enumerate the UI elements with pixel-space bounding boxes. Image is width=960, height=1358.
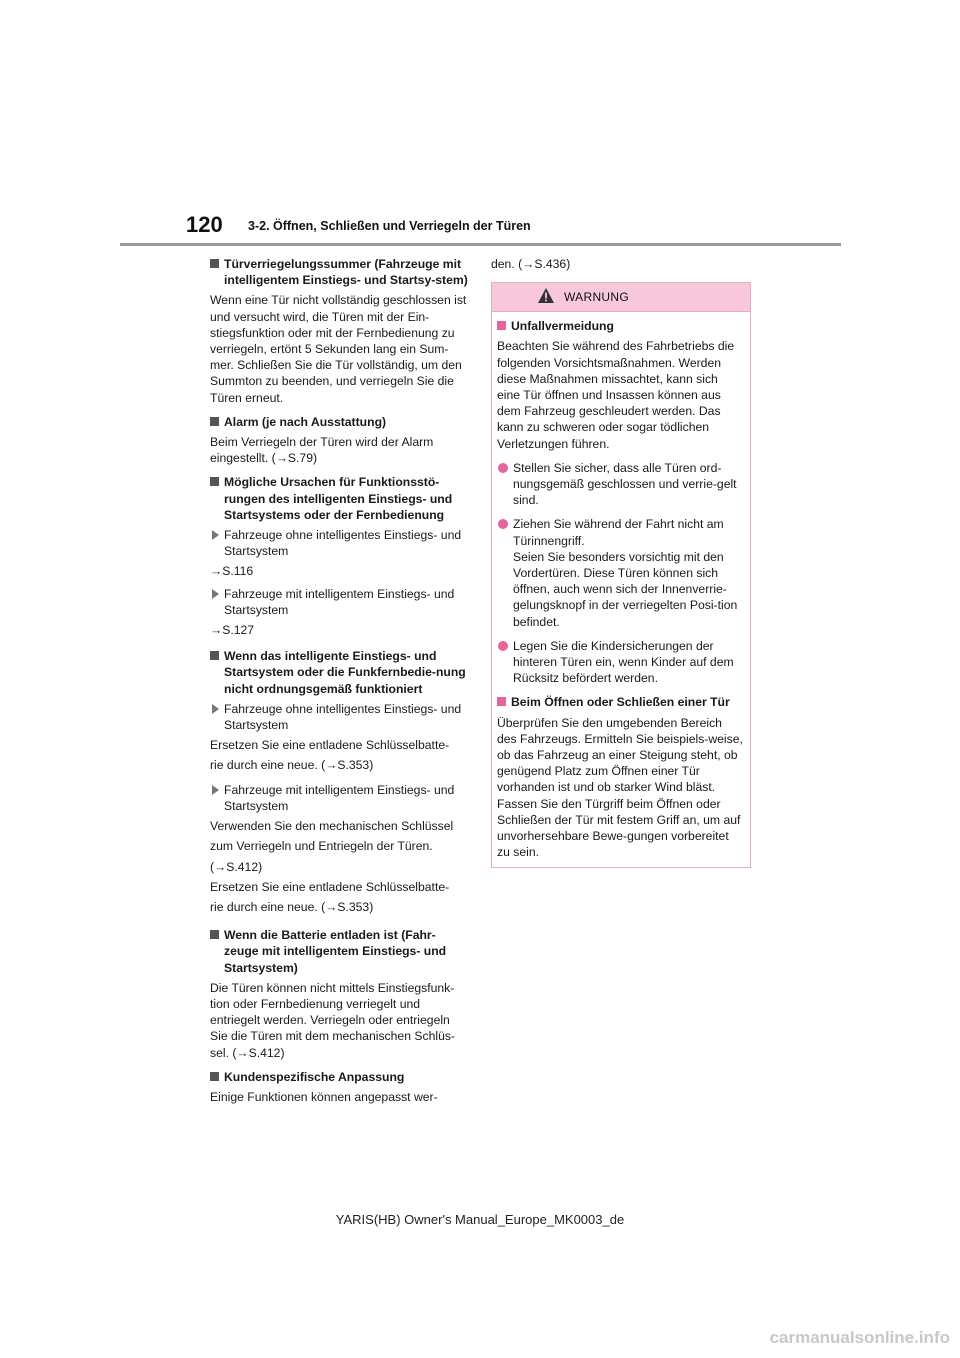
section-title: Kundenspezifische Anpassung: [224, 1069, 405, 1084]
round-bullet-icon: [498, 641, 508, 651]
section-heading: [210, 1069, 470, 1085]
chapter-title: 3-2. Öffnen, Schließen und Verriegeln der Türen: [248, 219, 531, 233]
paragraph: Überprüfen Sie den umgebenden Bereich des Fahrzeugs. Ermitteln Sie beispiels-weise, ob das Fahrzeug an einer Steigung steht, ob genügend Platz zum Öffnen einer Tür vorhanden ist und ob starker Wind bläst. Fassen Sie den Türgriff beim Öffnen oder Schließen der Tür mit festem Griff an, um auf unvorhersehbare Bewe-gungen vorbereitet zu sein.: [497, 715, 743, 860]
sub-item-text: Fahrzeuge ohne intelligentes Einstiegs- und Startsystem: [224, 528, 462, 559]
square-bullet-icon: [210, 651, 219, 660]
sub-item-text: Fahrzeuge mit intelligentem Einstiegs- und Startsystem: [224, 586, 455, 617]
page-reference: →S.127: [210, 623, 255, 638]
text-line: rie durch eine neue. (→S.353): [210, 899, 374, 914]
warning-box: [491, 282, 751, 867]
square-bullet-icon: [210, 1072, 219, 1081]
sub-item: [210, 586, 470, 618]
section-heading: [210, 648, 470, 697]
triangle-bullet-icon: [212, 589, 219, 599]
square-bullet-icon: [497, 321, 506, 330]
warning-body: [492, 312, 750, 866]
sub-item: [210, 782, 470, 814]
header-rule: [120, 243, 841, 246]
footer: YARIS(HB) Owner's Manual_Europe_MK0003_de: [335, 1212, 625, 1227]
square-bullet-icon: [210, 930, 219, 939]
triangle-bullet-icon: [212, 785, 219, 795]
left-column: [210, 256, 470, 1113]
section-title: Alarm (je nach Ausstattung): [224, 414, 387, 429]
page-number: 120: [186, 212, 223, 237]
section-title: Wenn die Batterie entladen ist (Fahr-zeuge mit intelligentem Einstiegs- und Startsystem): [224, 928, 447, 975]
paragraph: Beachten Sie während des Fahrbetriebs die folgenden Vorsichtsmaßnahmen. Werden diese Maßnahmen missachtet, kann sich eine Tür öffnen und Insassen können aus dem Fahrzeug geschleudert werden. Das kann zu schweren oder sogar tödlichen Verletzungen führen.: [497, 339, 735, 451]
text-line: Verwenden Sie den mechanischen Schlüssel: [210, 819, 454, 834]
bullet-text: Seien Sie besonders vorsichtig mit den Vordertüren. Diese Türen können sich öffnen, auch wenn sich der Innenverrie-gelungsknopf in der verriegelten Posi-tion befindet.: [513, 549, 738, 629]
sub-item-text: Fahrzeuge ohne intelligentes Einstiegs- und Startsystem: [224, 701, 462, 733]
section-title: Unfallvermeidung: [511, 319, 614, 334]
text-line: rie durch eine neue. (→S.353): [210, 758, 374, 773]
round-bullet-icon: [498, 519, 508, 529]
page-reference: →S.116: [210, 564, 254, 579]
section-heading: [210, 414, 470, 430]
bullet-text: Legen Sie die Kindersicherungen der hinteren Türen ein, wenn Kinder auf dem Rücksitz befördert werden.: [513, 638, 734, 686]
square-bullet-icon: [210, 417, 219, 426]
warning-label: WARNUNG: [564, 290, 629, 305]
sub-item: [210, 701, 470, 733]
warning-triangle-icon: [537, 287, 555, 304]
square-bullet-icon: [210, 477, 219, 486]
bullet-text: Stellen Sie sicher, dass alle Türen ord-nungsgemäß geschlossen und verrie-gelt sind.: [513, 460, 737, 508]
warning-section-heading: [497, 694, 744, 710]
sub-item-text: Fahrzeuge mit intelligentem Einstiegs- und Startsystem: [224, 782, 455, 813]
square-bullet-icon: [497, 697, 506, 706]
paragraph: Die Türen können nicht mittels Einstiegsfunk-tion oder Fernbedienung verriegelt und entriegelt werden. Verriegeln oder entriegeln Sie die Türen mit dem mechanischen Schlüs-sel. (→S.412): [210, 980, 455, 1060]
bullet-item: [497, 516, 744, 629]
paragraph: Wenn eine Tür nicht vollständig geschlossen ist und versucht wird, die Türen mit der Ein-stiegsfunktion oder mit der Fernbedienung zu verriegeln, ertönt 5 Sekunden lang ein Sum-mer. Schließen Sie die Tür vollständig, um den Summton zu beenden, und verriegeln Sie die Türen erneut.: [210, 293, 467, 405]
warning-header: [492, 283, 750, 312]
triangle-bullet-icon: [212, 704, 219, 714]
bullet-item: [497, 460, 744, 509]
section-heading: [210, 256, 470, 288]
section-heading: [210, 927, 470, 976]
paragraph: Beim Verriegeln der Türen wird der Alarm eingestellt. (→S.79): [210, 435, 434, 466]
triangle-bullet-icon: [212, 530, 219, 540]
section-title: Türverriegelungssummer (Fahrzeuge mit intelligentem Einstiegs- und Startsy-stem): [224, 257, 468, 288]
warning-section-heading: [497, 318, 744, 334]
section-heading: [210, 474, 470, 523]
bullet-item: [497, 638, 744, 687]
text-line: Ersetzen Sie eine entladene Schlüsselbatte-: [210, 738, 450, 753]
square-bullet-icon: [210, 259, 219, 268]
text-line: Ersetzen Sie eine entladene Schlüsselbatte-: [210, 879, 450, 894]
section-title: Beim Öffnen oder Schließen einer Tür: [511, 695, 730, 710]
bullet-text: Ziehen Sie während der Fahrt nicht am Türinnengriff.: [513, 517, 724, 548]
text-line: (→S.412): [210, 859, 263, 874]
section-title: Wenn das intelligente Einstiegs- und Startsystem oder die Funkfernbedie-nung nicht ordnungsgemäß funktioniert: [224, 649, 466, 696]
watermark: carmanualsonline.info: [769, 1328, 950, 1347]
continued-text: den. (→S.436): [491, 257, 571, 271]
paragraph: Einige Funktionen können angepasst wer-: [210, 1089, 438, 1104]
right-column: [491, 256, 751, 868]
sub-item: [210, 527, 470, 559]
text-line: zum Verriegeln und Entriegeln der Türen.: [210, 839, 433, 854]
section-title: Mögliche Ursachen für Funktionsstö-rungen des intelligenten Einstiegs- und Startsystems oder der Fernbedienung: [224, 475, 453, 522]
round-bullet-icon: [498, 463, 508, 473]
